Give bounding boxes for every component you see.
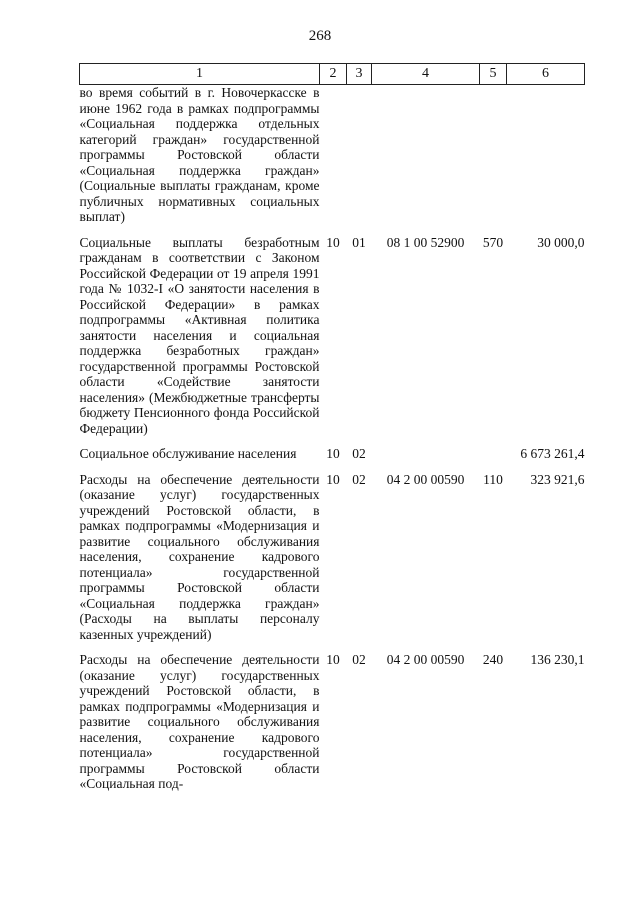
row-description: Социальные выплаты безработным гражданам в соответствии с Законом Российской Федерации от 19 апреля 1991 года № 1032-I «О занятости населения в Российской Федерации» в рамках подпрограммы «Активная политика занятости населения и социальная поддержка безработных граждан» государственной программы Ростовской области «Содействие занятости населения» (Межбюджетные трансферты бюджету Пенсионного фонда Российской Федерации): [79, 234, 320, 436]
table-row: [80, 472, 585, 643]
row-section: 10: [326, 446, 340, 461]
row-subsection: 02: [352, 652, 366, 667]
row-section: 10: [326, 471, 340, 487]
row-description: во время событий в г. Новочеркасске в июне 1962 года в рамках подпрограммы «Социальная поддержка отдельных категорий граждан» государственной программы Ростовской области «Социальная поддержка граждан» (Социальные выплаты гражданам, кроме публичных нормативных социальных выплат): [79, 85, 320, 224]
row-target-article: [372, 446, 480, 462]
row-amount: 136 230,1: [530, 652, 585, 667]
header-col-1: 1: [80, 64, 320, 85]
row-subsection: 02: [352, 471, 366, 487]
row-description: Социальное обслуживание населения: [79, 446, 297, 461]
row-description: Расходы на обеспечение деятельности (оказание услуг) государственных учреждений Ростовской области, в рамках подпрограммы «Модернизация и развитие социального обслуживания населения, сохранение кадрового потенциала» государственной программы Ростовской области «Социальная под-: [79, 652, 320, 791]
row-expense-type: 570: [482, 234, 504, 250]
row-section: 10: [326, 652, 340, 667]
row-subsection: 02: [352, 446, 366, 461]
budget-table: [79, 63, 585, 792]
row-target-article: [372, 85, 480, 225]
table-row: [80, 85, 585, 225]
row-amount: 323 921,6: [530, 471, 585, 487]
row-description: Расходы на обеспечение деятельности (оказание услуг) государственных учреждений Ростовской области, в рамках подпрограммы «Модернизация и развитие социального обслуживания населения, сохранение кадрового потенциала» государственной программы Ростовской области «Социальная поддержка граждан» (Расходы на выплаты персоналу казенных учреждений): [79, 471, 320, 642]
header-col-4: 4: [372, 64, 480, 85]
table-row: [80, 235, 585, 437]
row-target-article: 08 1 00 52900: [386, 234, 465, 250]
header-col-5: 5: [480, 64, 507, 85]
row-section: [320, 85, 347, 225]
row-expense-type: [480, 85, 507, 225]
page-number: 268: [308, 28, 332, 44]
table-header: [80, 64, 585, 85]
header-col-2: 2: [320, 64, 347, 85]
row-target-article: 04 2 00 00590: [386, 471, 465, 487]
row-expense-type: [480, 446, 507, 462]
header-col-3: 3: [347, 64, 372, 85]
row-section: 10: [326, 234, 340, 250]
row-amount: [507, 85, 585, 225]
row-amount: 6 673 261,4: [520, 446, 585, 461]
row-subsection: [347, 85, 372, 225]
header-col-6: 6: [507, 64, 585, 85]
table-row: [80, 652, 585, 792]
row-target-article: 04 2 00 00590: [386, 652, 465, 667]
row-expense-type: 240: [482, 652, 504, 667]
row-subsection: 01: [352, 234, 366, 250]
row-amount: 30 000,0: [537, 234, 585, 250]
table-row: [80, 446, 585, 462]
row-expense-type: 110: [483, 471, 503, 487]
